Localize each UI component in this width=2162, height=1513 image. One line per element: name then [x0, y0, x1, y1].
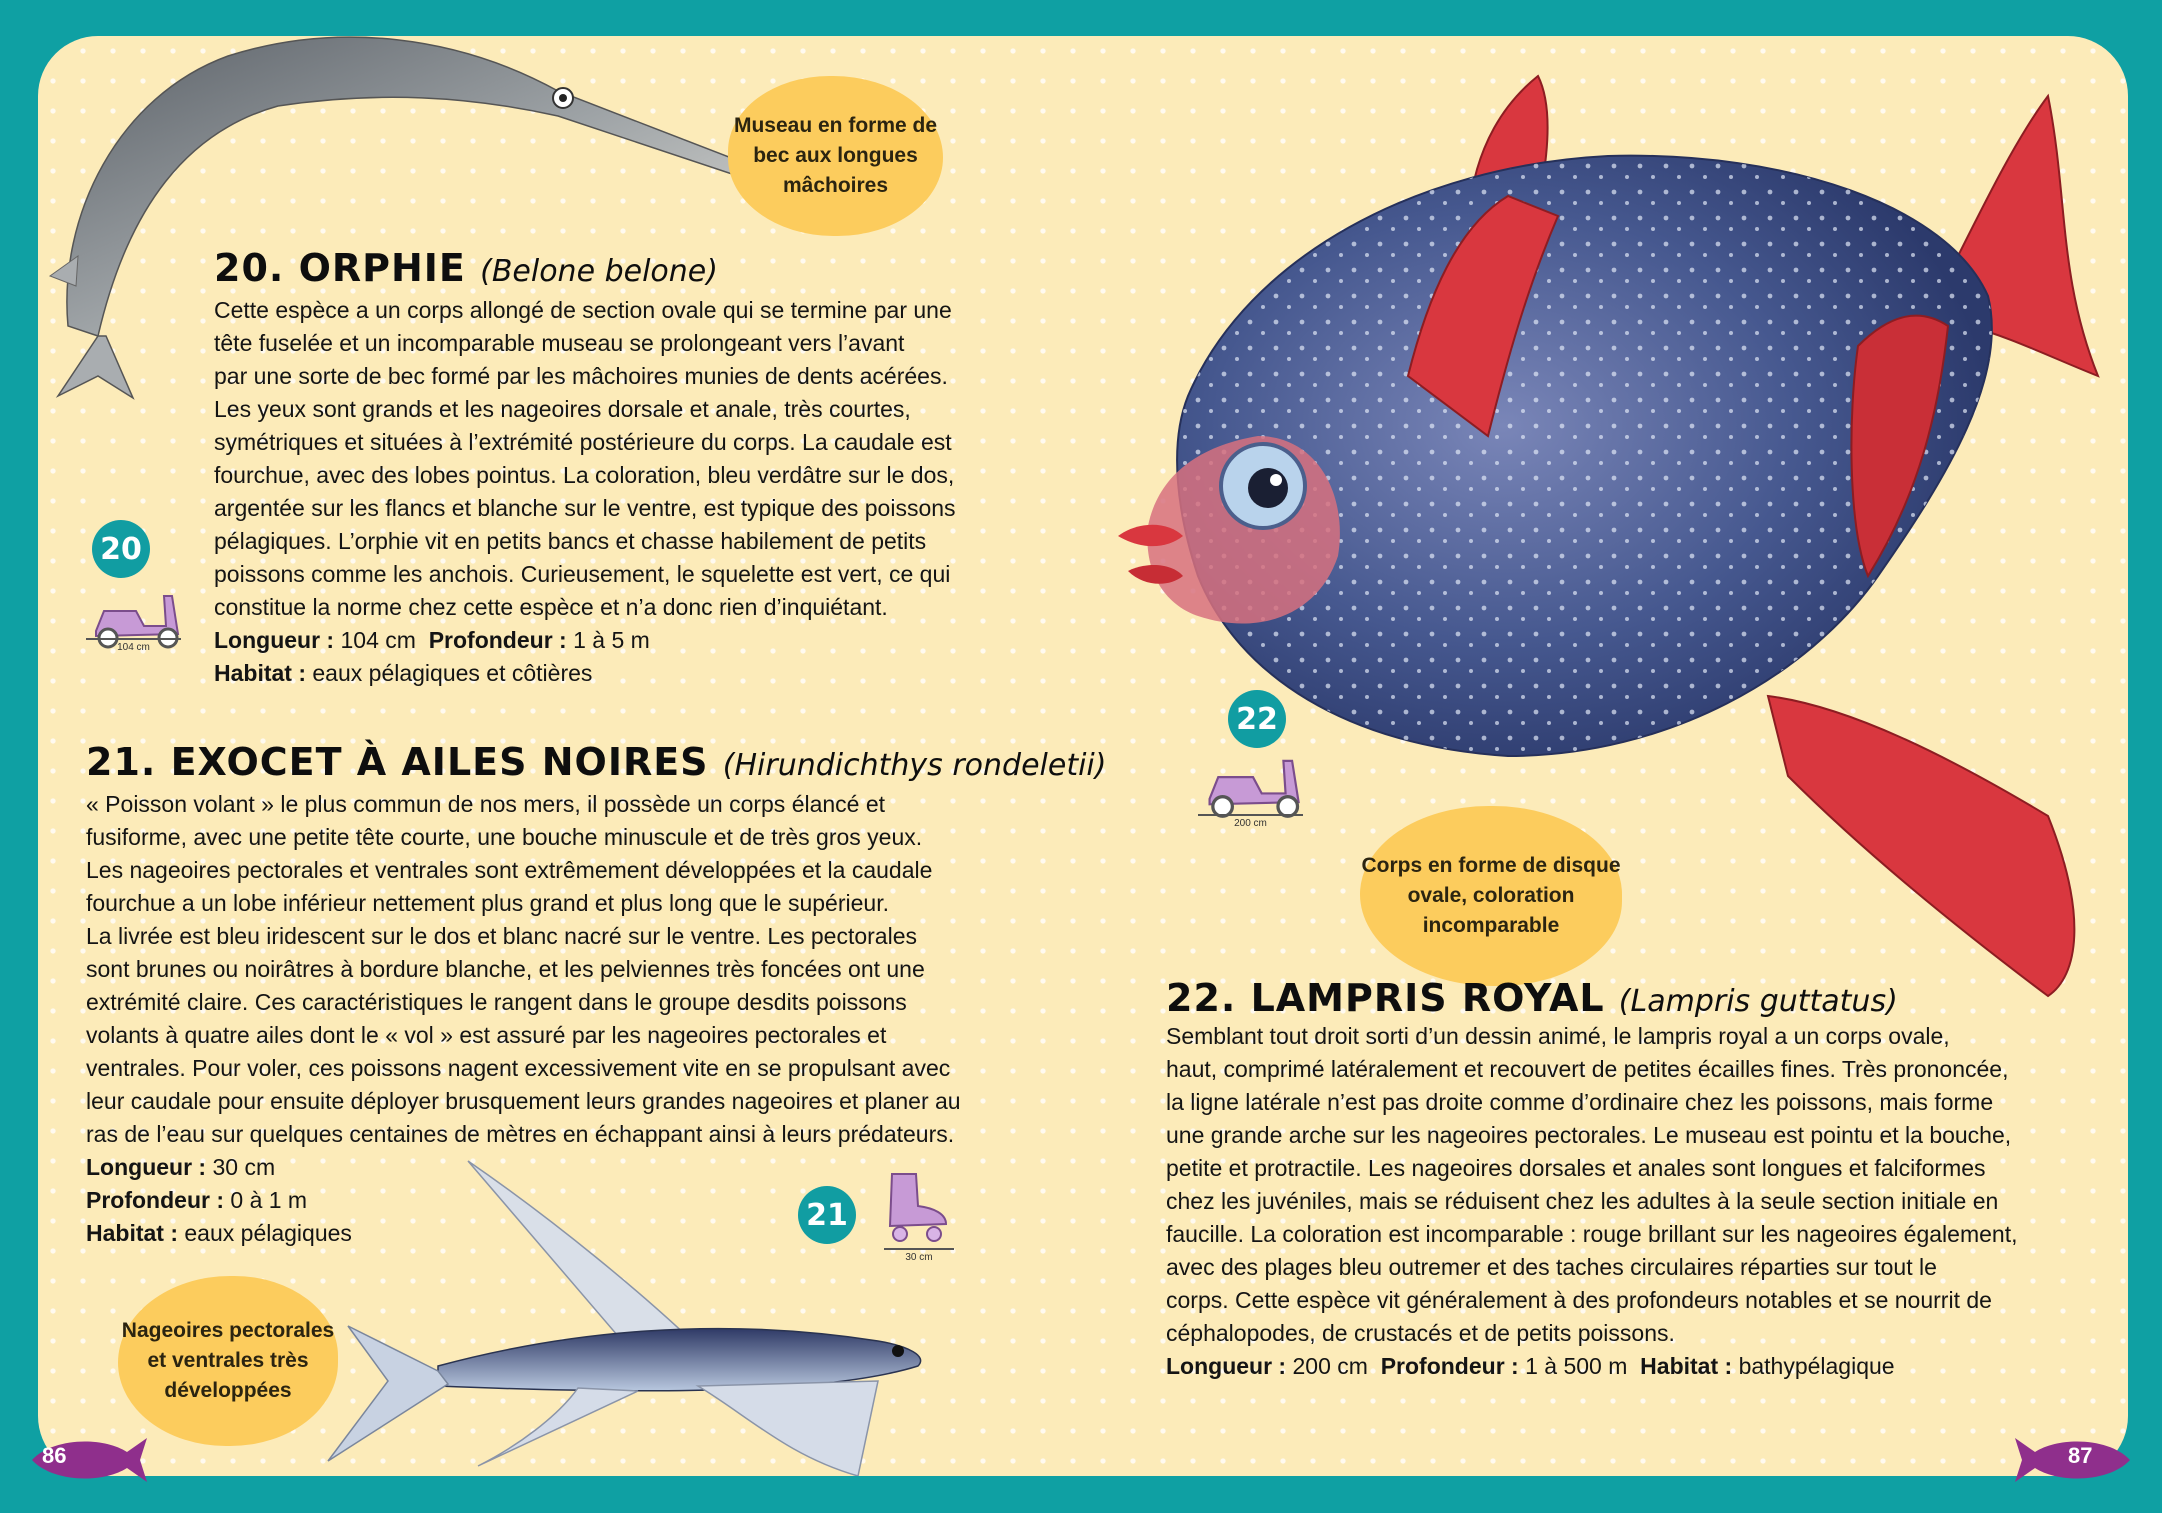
badge-22: 22	[1228, 690, 1286, 748]
scale-label: 30 cm	[905, 1252, 933, 1263]
roller-skate-icon	[876, 1166, 956, 1246]
page-number-right: 87	[2068, 1443, 2093, 1468]
scale-bar	[1198, 814, 1303, 816]
scale-bar	[86, 638, 181, 640]
depth-line: Profondeur : 0 à 1 m	[86, 1187, 308, 1213]
callout-flying-fish: Nageoires pectorales et ventrales très développées	[118, 1276, 338, 1446]
scale-label: 104 cm	[117, 642, 150, 653]
title-exocet	[86, 740, 1106, 788]
title-name: ORPHIE	[298, 246, 466, 290]
scientific-name: (Lampris guttatus)	[1618, 984, 1898, 1019]
title-name: EXOCET À AILES NOIRES	[170, 740, 709, 784]
scale-label: 200 cm	[1234, 818, 1267, 829]
title-lampris	[1166, 976, 1898, 1024]
callout-opah: Corps en forme de disque ovale, coloration incomparable	[1360, 806, 1622, 986]
badge-21: 21	[798, 1186, 856, 1244]
callout-garfish: Museau en forme de bec aux longues mâchoires	[728, 76, 943, 236]
title-number: 20.	[214, 246, 285, 290]
book-spread	[38, 36, 2128, 1476]
title-number: 21.	[86, 740, 157, 784]
scientific-name: (Hirundichthys rondeletii)	[722, 748, 1107, 783]
title-name: LAMPRIS ROYAL	[1250, 976, 1605, 1020]
description-orphie: Cette espèce a un corps allongé de section ovale qui se termine par une tête fuselée et un incomparable museau se prolongeant vers l’avant par une sorte de bec formé par les mâchoires munies de dents acérées. Les yeux sont grands et les nageoires dorsale et anale, très courtes, symétriques et situées à l’extrémité postérieure du corps. La caudale est fourchue, avec des lobes pointus. La coloration, bleu verdâtre sur le dos, argentée sur les flancs et blanche sur le ventre, est typique des poissons pélagiques. L’orphie vit en petits bancs et chasse habilement de petits poissons comme les anchois. Curieusement, le squelette est vert, ce qui constitue la norme chez cette espèce et n’a donc rien d’inquiétant. Longueur : 104 cm Profondeur : 1 à 5 m Habitat : eaux pélagiques et côtières	[214, 294, 1014, 690]
title-orphie	[214, 246, 718, 294]
title-number: 22.	[1166, 976, 1237, 1020]
stats-line: Longueur : 104 cm Profondeur : 1 à 5 m	[214, 627, 650, 653]
page-number-left: 86	[42, 1443, 67, 1468]
scale-bar	[884, 1248, 954, 1250]
stats-line: Longueur : 200 cm Profondeur : 1 à 500 m Habitat : bathypélagique	[1166, 1353, 1895, 1379]
badge-20: 20	[92, 520, 150, 578]
length-line: Longueur : 30 cm	[86, 1154, 276, 1180]
description-lampris: Semblant tout droit sorti d’un dessin animé, le lampris royal a un corps ovale, haut, comprimé latéralement et recouvert de petites écailles fines. Très prononcée, la ligne latérale n’est pas droite comme d’ordinaire chez les poissons, mais forme une grande arche sur les nageoires pectorales. Le museau est pointu et la bouche, petite et protractile. Les nageoires dorsales et anales sont longues et falciformes chez les juvéniles, mais se réduisent chez les adultes à la seule section initiale en faucille. La coloration est incomparable : rouge brillant sur les nageoires également, avec des plages bleu outremer et des taches circulaires réparties sur tout le corps. Cette espèce vit généralement à des profondeurs notables et se nourrit de céphalopodes, de crustacés et de petits poissons. Longueur : 200 cm Profondeur : 1 à 500 m Habitat : bathypélagique	[1166, 1020, 2086, 1383]
habitat-line: Habitat : eaux pélagiques	[86, 1220, 352, 1246]
scientific-name: (Belone belone)	[480, 254, 718, 289]
habitat-line: Habitat : eaux pélagiques et côtières	[214, 660, 593, 686]
description-exocet: « Poisson volant » le plus commun de nos mers, il possède un corps élancé et fusiforme, avec une petite tête courte, une bouche minuscule et de très gros yeux. Les nageoires pectorales et ventrales sont extrêmement développées et la caudale fourchue a un lobe inférieur nettement plus grand et plus long que le supérieur. La livrée est bleu iridescent sur le dos et blanc nacré sur le ventre. Les pectorales sont brunes ou noirâtres à bordure blanche, et les pelviennes très foncées ont une extrémité claire. Ces caractéristiques le rangent dans le groupe desdits poissons volants à quatre ailes dont le « vol » est assuré par les nageoires pectorales et ventrales. Pour voler, ces poissons nagent excessivement vite en se propulsant avec leur caudale pour ensuite déployer brusquement leurs grandes nageoires et planer au ras de l’eau sur quelques centaines de mètres en échappant ainsi à leurs prédateurs. Longueur : 30 cm Profondeur : 0 à 1 m Habitat : eaux pélagiques	[86, 788, 1016, 1250]
